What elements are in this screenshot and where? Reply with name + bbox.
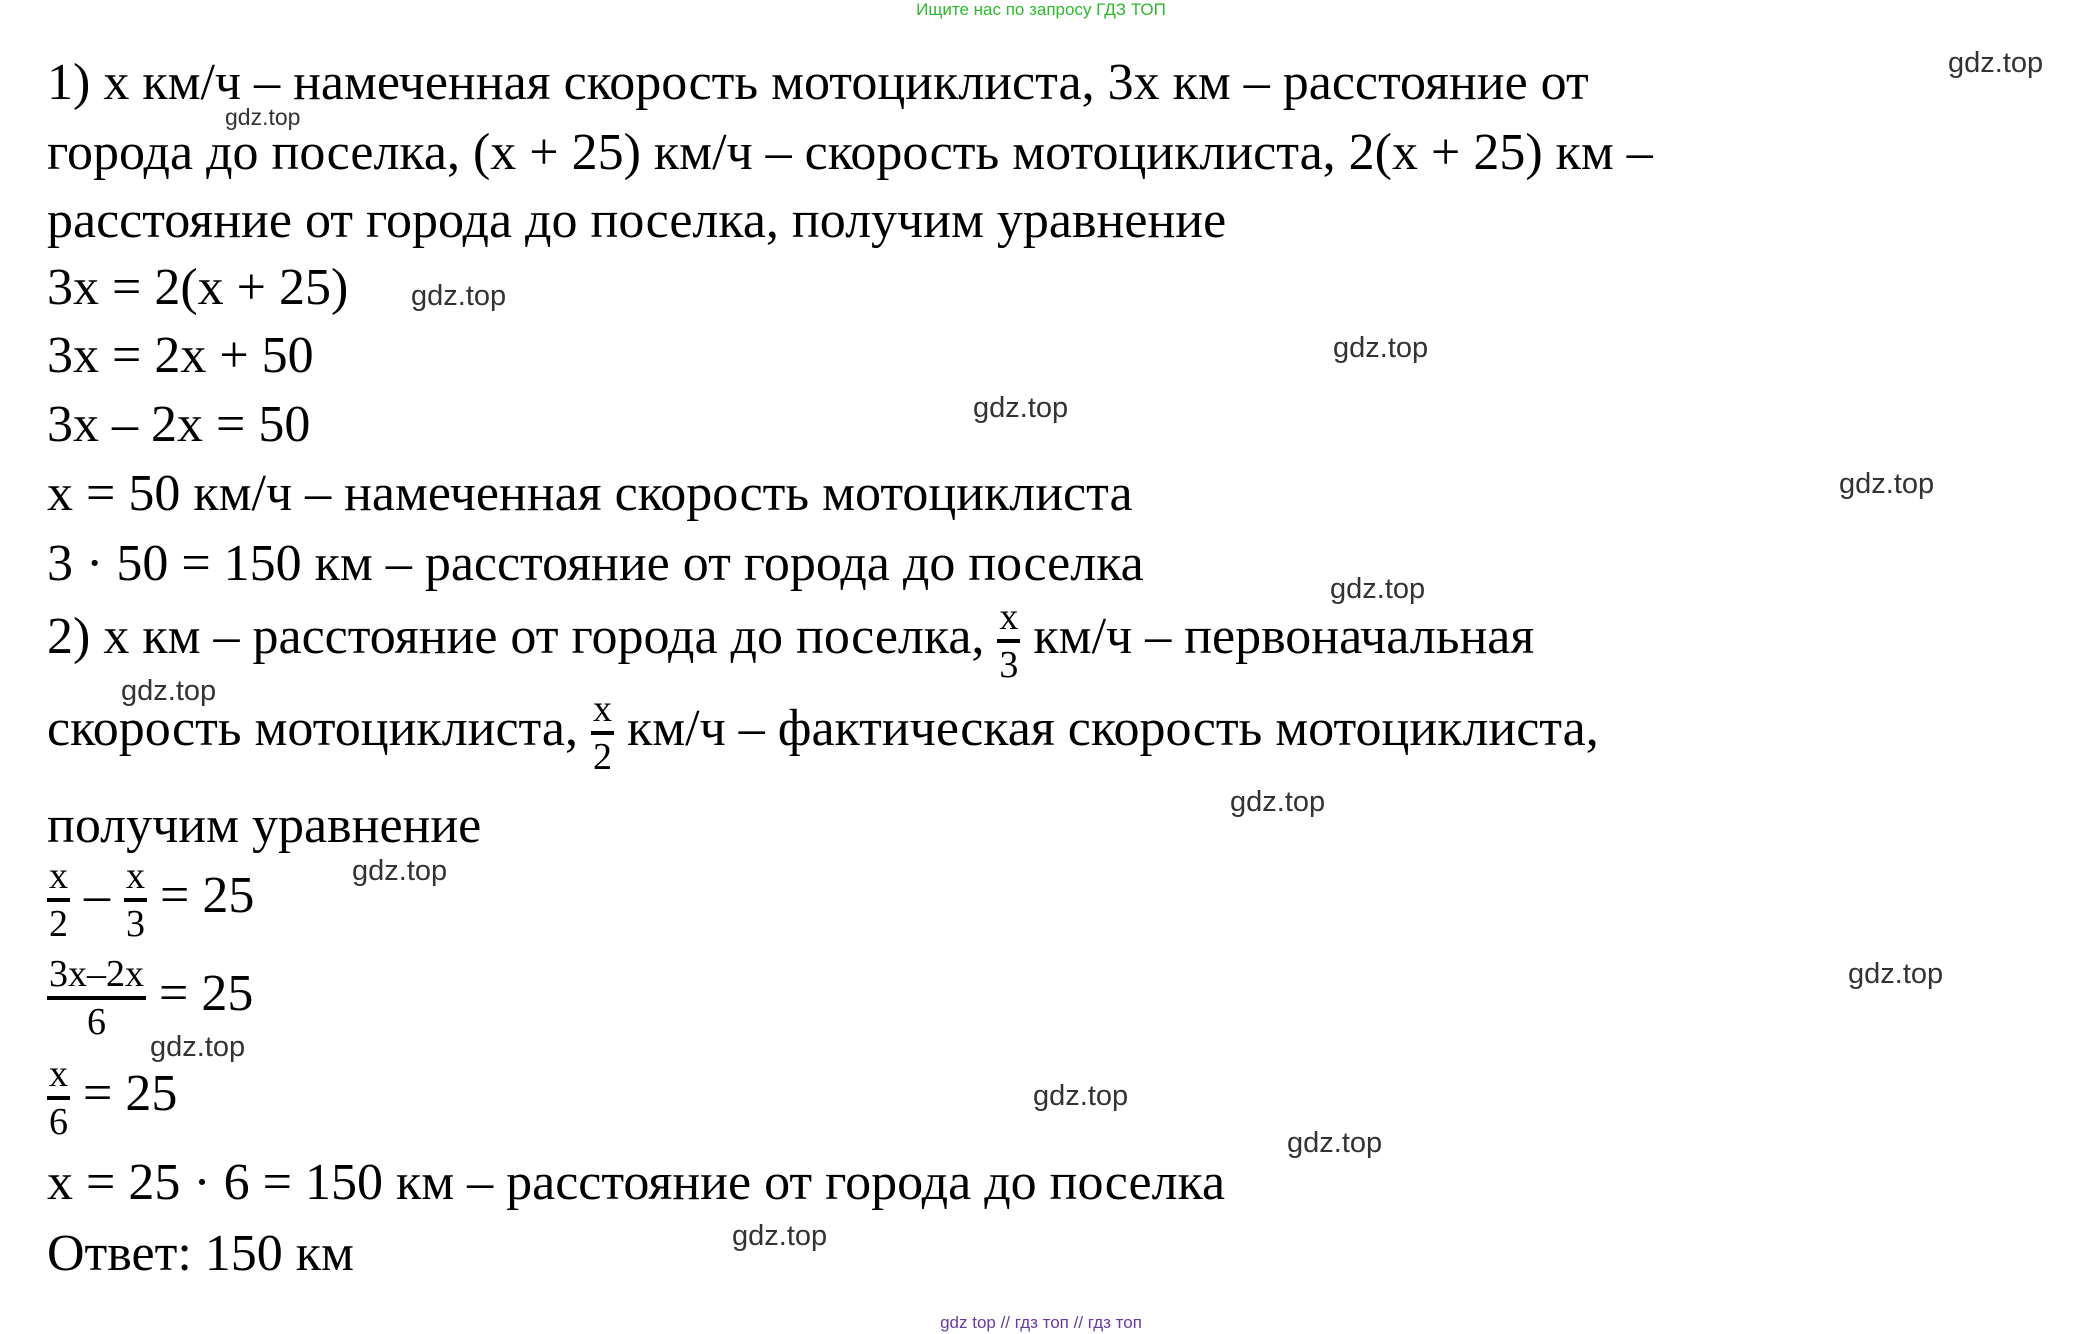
fraction-denominator: 2 xyxy=(593,736,612,778)
solution-line-7: x = 50 км/ч – намеченная скорость мотоциклиста xyxy=(47,465,1133,522)
watermark-gdz: gdz.top xyxy=(1033,1080,1129,1112)
watermark-gdz: gdz.top xyxy=(732,1220,828,1252)
watermark-gdz: gdz.top xyxy=(1839,468,1935,500)
fraction-numerator: x xyxy=(49,855,68,897)
watermark-gdz: gdz.top xyxy=(1230,786,1326,818)
fraction-numerator: 3x–2x xyxy=(49,953,144,995)
equation-line-6: 3x – 2x = 50 xyxy=(47,396,311,453)
fraction-numerator: x xyxy=(49,1053,68,1095)
fraction-bar xyxy=(124,898,147,902)
fraction-bar xyxy=(997,639,1020,643)
answer-line: Ответ: 150 км xyxy=(47,1225,354,1282)
equation-result: = 25 xyxy=(147,866,255,924)
solution-line-10 xyxy=(47,690,1599,776)
watermark-gdz: gdz.top xyxy=(1848,958,1944,990)
solution-line-1: 1) x км/ч – намеченная скорость мотоциклиста, 3x км – расстояние от xyxy=(47,54,1589,111)
watermark-gdz: gdz.top xyxy=(1333,332,1429,364)
solution-line-3: расстояние от города до поселка, получим уравнение xyxy=(47,192,1227,249)
watermark-gdz: gdz.top xyxy=(121,675,217,707)
solution-line-11: получим уравнение xyxy=(47,797,482,854)
fraction-numerator: x xyxy=(126,855,145,897)
line-10-end: км/ч – фактическая скорость мотоциклиста, xyxy=(614,699,1599,757)
footer-links: gdz top // гдз топ // гдз топ xyxy=(940,1313,1142,1332)
fraction-x-over-2 xyxy=(591,690,614,776)
fraction-denominator: 3 xyxy=(999,644,1019,686)
fraction-denominator: 2 xyxy=(49,903,68,945)
watermark-gdz: gdz.top xyxy=(352,855,448,887)
watermark-gdz: gdz.top xyxy=(150,1031,246,1063)
equation-result: = 25 xyxy=(70,1064,178,1122)
fraction-bar xyxy=(591,731,614,735)
equation-x-over-6 xyxy=(47,1055,177,1141)
top-banner: Ищите нас по запросу ГДЗ ТОП xyxy=(916,0,1166,19)
watermark-gdz: gdz.top xyxy=(225,104,301,130)
equation-line-4: 3x = 2(x + 25) xyxy=(47,259,349,316)
line-9-start: 2) x км – расстояние от города до поселка, xyxy=(47,607,998,665)
watermark-gdz: gdz.top xyxy=(1287,1127,1383,1159)
fraction-x-over-3 xyxy=(997,598,1020,684)
equation-fraction-difference xyxy=(47,857,254,943)
solution-line-2: города до поселка, (x + 25) км/ч – скорость мотоциклиста, 2(x + 25) км – xyxy=(47,124,1653,181)
line-10-start: скорость мотоциклиста, xyxy=(47,699,591,757)
watermark-gdz: gdz.top xyxy=(1948,47,2044,79)
fraction-numerator: x xyxy=(999,596,1019,638)
fraction-bar xyxy=(47,1096,70,1100)
fraction-numerator: x xyxy=(593,688,612,730)
fraction-denominator: 3 xyxy=(126,903,145,945)
watermark-gdz: gdz.top xyxy=(411,280,507,312)
line-9-end: км/ч – первоначальная xyxy=(1020,607,1535,665)
fraction-denominator: 6 xyxy=(49,1101,68,1143)
fraction-x-over-3-right xyxy=(124,857,147,943)
fraction-x-over-6 xyxy=(47,1055,70,1141)
minus-sign: – xyxy=(84,866,110,924)
fraction-bar xyxy=(47,996,146,1000)
fraction-denominator: 6 xyxy=(87,1001,106,1043)
fraction-bar xyxy=(47,898,70,902)
watermark-gdz: gdz.top xyxy=(1330,573,1426,605)
solution-line-8: 3 · 50 = 150 км – расстояние от города до поселка xyxy=(47,535,1144,592)
solution-line-15: x = 25 · 6 = 150 км – расстояние от города до поселка xyxy=(47,1154,1226,1211)
equation-common-denominator xyxy=(47,955,253,1041)
fraction-x-over-2-left xyxy=(47,857,70,943)
equation-result: = 25 xyxy=(146,964,254,1022)
equation-line-5: 3x = 2x + 50 xyxy=(47,327,314,384)
fraction-3x-minus-2x-over-6 xyxy=(47,955,146,1041)
solution-line-9 xyxy=(47,598,1534,684)
watermark-gdz: gdz.top xyxy=(973,392,1069,424)
